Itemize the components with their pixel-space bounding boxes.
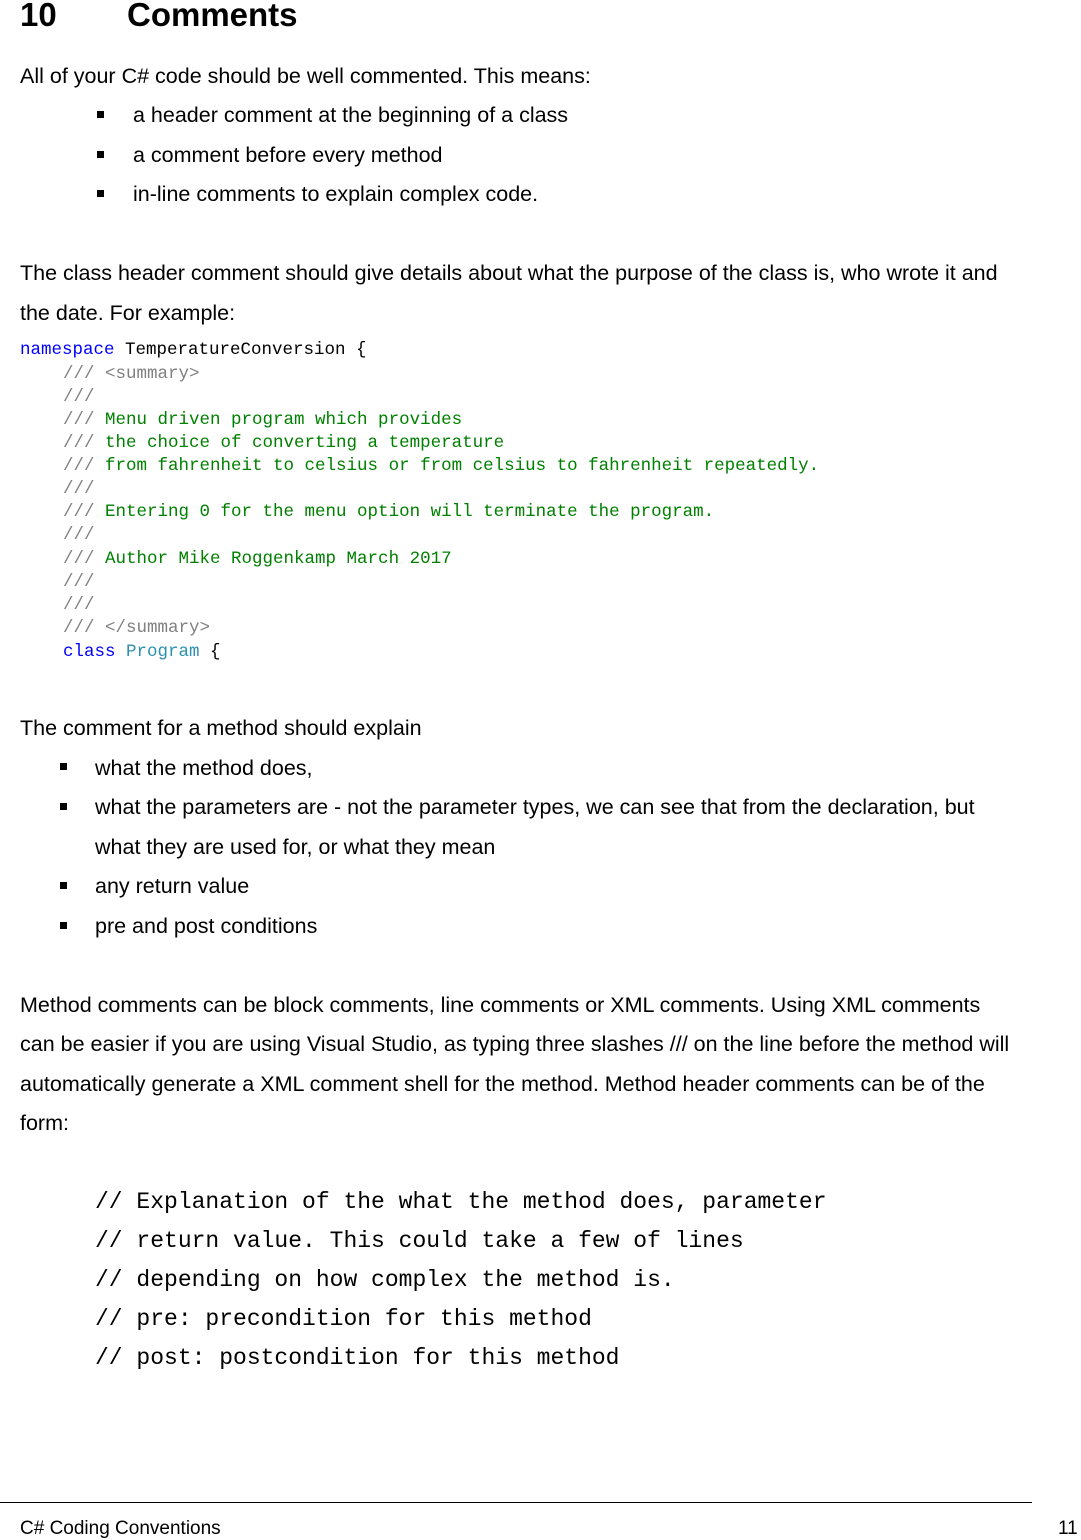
list-item: pre and post conditions: [95, 914, 318, 938]
intro-text: All of your C# code should be well commented. This means:: [20, 64, 591, 88]
code-line: /// Entering 0 for the menu option will terminate the program.: [63, 502, 715, 522]
code-line: /// Menu driven program which provides: [63, 410, 463, 430]
code-line: /// Author Mike Roggenkamp March 2017: [63, 549, 452, 569]
page-number: 11: [1058, 1518, 1078, 1539]
code-keyword: class: [63, 642, 116, 662]
code-comment-line: // Explanation of the what the method does, parameter: [95, 1189, 827, 1215]
footer-title: C# Coding Conventions: [20, 1518, 221, 1539]
list-item: a header comment at the beginning of a class: [133, 103, 569, 127]
bullet-square-icon: [97, 111, 104, 118]
method-para-line: can be easier if you are using Visual Studio, as typing three slashes /// on the line before the method will: [20, 1032, 1010, 1056]
code-line: /// from fahrenheit to celsius or from celsius to fahrenheit repeatedly.: [63, 456, 820, 476]
code-keyword: namespace: [20, 340, 115, 360]
code-comment: Entering 0 for the menu option will terminate the program.: [94, 502, 715, 522]
list-item: in-line comments to explain complex code.: [133, 182, 539, 206]
code-line: ///: [63, 387, 95, 407]
section-heading: [20, 0, 298, 34]
code-text: TemperatureConversion {: [114, 340, 367, 360]
code-comment: the choice of converting a temperature: [94, 433, 505, 453]
bullet-square-icon: [60, 882, 67, 889]
code-line: [20, 339, 367, 361]
code-line: ///: [63, 525, 95, 545]
code-text: {: [199, 642, 221, 662]
code-line: /// </summary>: [63, 618, 211, 638]
list-item: any return value: [95, 874, 250, 898]
list-item: a comment before every method: [133, 143, 443, 167]
code-line: [63, 641, 221, 663]
code-xml-tag: </summary>: [94, 618, 211, 638]
class-para-line: the date. For example:: [20, 301, 236, 325]
bullet-square-icon: [97, 190, 104, 197]
code-comment: from fahrenheit to celsius or from celsius to fahrenheit repeatedly.: [94, 456, 820, 476]
method-para-line: form:: [20, 1111, 69, 1135]
code-comment-line: // return value. This could take a few of lines: [95, 1228, 744, 1254]
code-comment: Menu driven program which provides: [94, 410, 463, 430]
code-line: /// <summary>: [63, 364, 200, 384]
bullet-square-icon: [97, 151, 104, 158]
code-type-name: Program: [126, 642, 200, 662]
class-para-line: The class header comment should give details about what the purpose of the class is, who wrote it and: [20, 261, 998, 285]
section-title: Comments: [127, 0, 298, 33]
list-item: what the parameters are - not the parameter types, we can see that from the declaration, but: [95, 795, 975, 819]
list-item: what the method does,: [95, 756, 313, 780]
section-number: 10: [20, 0, 57, 33]
code-xml-tag: <summary>: [94, 364, 200, 384]
bullet-square-icon: [60, 763, 67, 770]
code-comment-line: // pre: precondition for this method: [95, 1306, 592, 1332]
code-line: ///: [63, 595, 95, 615]
footer-divider: [0, 1502, 1032, 1503]
bullet-square-icon: [60, 922, 67, 929]
code-comment-line: // depending on how complex the method is.: [95, 1267, 675, 1293]
list-item-continued: what they are used for, or what they mean: [95, 835, 496, 859]
code-comment: Author Mike Roggenkamp March 2017: [94, 549, 452, 569]
code-line: /// the choice of converting a temperature: [63, 433, 505, 453]
method-para-line: Method comments can be block comments, line comments or XML comments. Using XML comments: [20, 993, 981, 1017]
code-comment-line: // post: postcondition for this method: [95, 1345, 620, 1371]
method-para-line: automatically generate a XML comment shell for the method. Method header comments can be of the: [20, 1072, 985, 1096]
code-line: ///: [63, 572, 95, 592]
method-intro: The comment for a method should explain: [20, 716, 422, 740]
code-line: ///: [63, 479, 95, 499]
bullet-square-icon: [60, 803, 67, 810]
